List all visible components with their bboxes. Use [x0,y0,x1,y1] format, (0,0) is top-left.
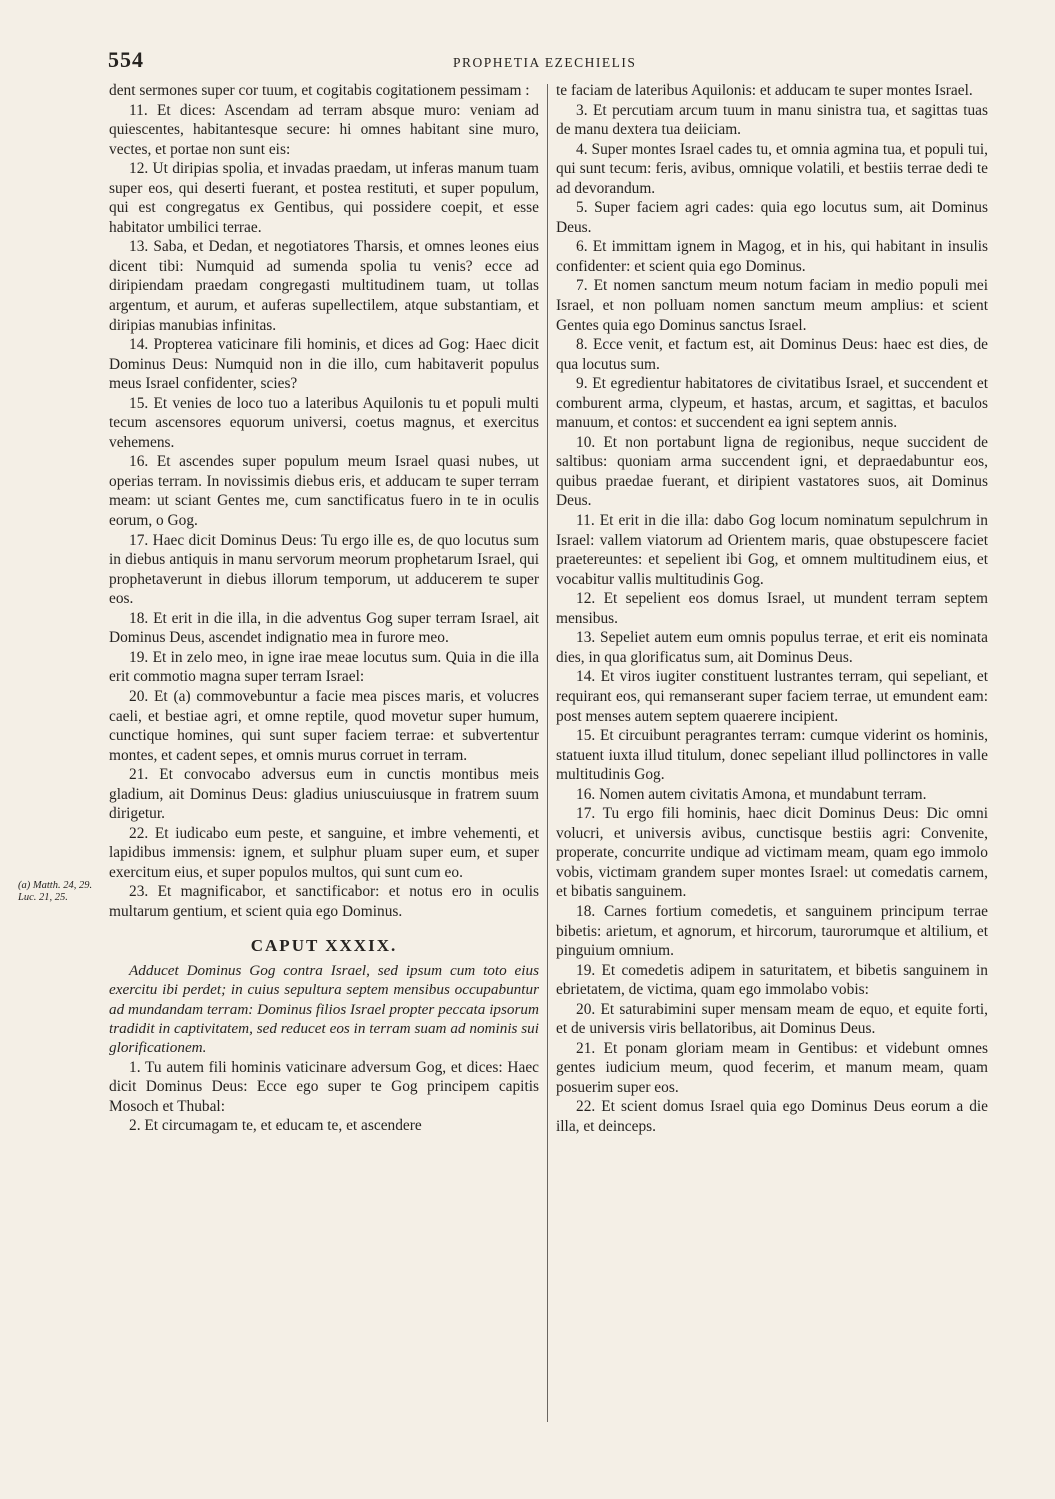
verse-paragraph: 22. Et iudicabo eum peste, et sanguine, et imbre vehementi, et lapidibus immensis: ignem, et sulphur pluam super eum, et super exercitum eius, et super populos multos, qui sunt cum eo. [109,824,539,881]
chapter-summary: Adducet Dominus Gog contra Israel, sed ipsum cum toto eius exercitu ibi perdet; in cuius sepultura septem mensibus occupabuntur ad mundandam terram: Dominus filios Israel propter peccata ipsorum tradidit in captivitatem, sed reducet eos in terram suam ad nominis sui glorificationem. [109,962,539,1057]
verse-paragraph: 11. Et erit in die illa: dabo Gog locum nominatum sepulchrum in Israel: vallem viatorum ad Orientem maris, quae obstupescere faciet praetereuntes: et sepelient ibi Gog, et omnem multitudinem eius, et vocabitur vallis multitudinis Gog. [556,512,988,588]
verse-paragraph: 16. Nomen autem civitatis Amona, et mundabunt terram. [576,785,927,803]
verse-paragraph: 17. Tu ergo fili hominis, haec dicit Dominus Deus: Dic omni volucri, et universis avibus, cunctisque bestiis agri: Convenite, properate, concurrite undique ad victimam meam, quam ego immolo vobis, victimam grandem super montes Israel: ut comedatis carnem, et bibatis sanguinem. [556,805,988,901]
verse-paragraph: 8. Ecce venit, et factum est, ait Dominus Deus: haec est dies, de qua locutus sum. [556,336,988,373]
verse-paragraph: 18. Carnes fortium comedetis, et sanguinem principum terrae bibetis: arietum, et agnorum, et hircorum, taurorumque et altilium, et pinguium omnium. [556,902,988,960]
verse-paragraph: 23. Et magnificabor, et sanctificabor: et notus ero in oculis multarum gentium, et scient quia ego Dominus. [109,883,539,920]
left-column [109,81,539,1136]
right-column [556,81,988,1137]
verse-paragraph: 3. Et percutiam arcum tuum in manu sinistra tua, et sagittas tuas de manu dextera tua deiiciam. [556,101,988,139]
verse-paragraph: 21. Et ponam gloriam meam in Gentibus: et videbunt omnes gentes iudicium meum, quod fecerim, et manum meam, quam posuerim super eos. [556,1039,988,1096]
verse-paragraph: 5. Super faciem agri cades: quia ego locutus sum, ait Dominus Deus. [556,199,988,236]
verse-paragraph: 21. Et convocabo adversus eum in cunctis montibus meis gladium, ait Dominus Deus: gladius uniuscuiusque in fratrem suum dirigetur. [109,766,539,823]
verse-paragraph: 15. Et venies de loco tuo a lateribus Aquilonis tu et populi multi tecum ascensores equorum universi, coetus magnus, et exercitus vehemens. [109,394,539,451]
verse-paragraph: 1. Tu autem fili hominis vaticinare adversum Gog, et dices: Haec dicit Dominus Deus: Ecce ego super te Gog principem capitis Mosoch et Thubal: [109,1058,539,1115]
verse-paragraph: 18. Et erit in die illa, in die adventus Gog super terram Israel, ait Dominus Deus, ascendet indignatio mea in furore meo. [109,609,539,647]
verse-paragraph: 14. Propterea vaticinare fili hominis, et dices ad Gog: Haec dicit Dominus Deus: Numquid non in die illo, cum habitaverit populus meus Israel confidenter, scies? [109,336,539,393]
verse-paragraph: 6. Et immittam ignem in Magog, et in his, qui habitant in insulis confidenter: et scient quia ego Dominus. [556,238,988,275]
column-divider [547,84,548,1422]
verse-paragraph: 7. Et nomen sanctum meum notum faciam in medio populi mei Israel, et non polluam nomen sanctum meum amplius: et scient Gentes quia ego Dominus sanctus Israel. [556,277,988,334]
verse-paragraph: 22. Et scient domus Israel quia ego Dominus Deus eorum a die illa, et deinceps. [556,1098,988,1135]
verse-paragraph: 4. Super montes Israel cades tu, et omnia agmina tua, et populi tui, qui sunt tecum: feris, avibus, omnique volatili, et bestiis terrae dedi te ad devorandum. [556,140,988,197]
verse-paragraph: te faciam de lateribus Aquilonis: et adducam te super montes Israel. [556,82,973,99]
verse-paragraph: 12. Et sepelient eos domus Israel, ut mundent terram septem mensibus. [556,590,988,627]
verse-paragraph: 12. Ut diripias spolia, et invadas praedam, ut inferas manum tuam super eos, qui deserti fuerant, et postea restituti, et super populum, qui est congregatus ex Gentibus, qui possidere coepit, et esse habitator umbilici terrae. [109,160,539,236]
running-title: PROPHETIA EZECHIELIS [453,55,637,70]
verse-paragraph: 16. Et ascendes super populum meum Israel quasi nubes, ut operias terram. In novissimis diebus eris, et adducam te super terram meam: ut sciant Gentes me, cum sanctificatus fuero in te in oculis eorum, o Gog. [109,453,539,530]
verse-paragraph: 17. Haec dicit Dominus Deus: Tu ergo ille es, de quo locutus sum in diebus antiquis in manu servorum meorum prophetarum Israel, qui prophetaverunt in diebus illorum temporum, ut adducerem te super eos. [109,531,539,608]
verse-paragraph: 19. Et comedetis adipem in saturitatem, et bibetis sanguinem in ebrietatem, de victima, quam ego immolabo vobis: [556,961,988,999]
verse-paragraph: 20. Et (a) commovebuntur a facie mea pisces maris, et volucres caeli, et bestiae agri, et omne reptile, quod movetur super humum, cunctique homines, qui sunt super faciem terrae: et subvertentur montes, et cadent sepes, et omnis murus corruet in terram. [109,687,539,764]
verse-paragraph: 9. Et egredientur habitatores de civitatibus Israel, et succendent et comburent arma, clypeum, et hastas, arcum, et sagittas, et baculos manuum, et contos: et succendent ea igni septem annis. [556,375,988,432]
verse-paragraph: 2. Et circumagam te, et educam te, et ascendere [129,1117,422,1135]
verse-paragraph: 14. Et viros iugiter constituent lustrantes terram, qui sepeliant, et requirant eos, qui remanserant super faciem terrae, ut emundent eam: post menses autem septem quaerere incipient. [556,668,988,725]
verse-paragraph: 20. Et saturabimini super mensam meam de equo, et equite forti, et de universis viris bellatoribus, ait Dominus Deus. [556,1000,988,1038]
page-header [108,47,993,77]
verse-paragraph: 13. Sepeliet autem eum omnis populus terrae, et erit eis nominata dies, in qua glorificatus sum, ait Dominus Deus. [556,629,988,666]
margin-note: (a) Matth. 24, 29. Luc. 21, 25. [18,880,93,903]
verse-paragraph: 15. Et circuibunt peragrantes terram: cumque viderint os hominis, statuent iuxta illud titulum, donec sepeliant illud pollinctores in valle multitudinis Gog. [556,727,988,784]
verse-paragraph: 13. Saba, et Dedan, et negotiatores Tharsis, et omnes leones eius dicent tibi: Numquid ad sumenda spolia tu venis? ecce ad diripiendam praedam congregasti multitudinem tuam, ut tollas argentum, et aurum, et auferas supellectilem, atque substantiam, et diripias manubias infinitas. [109,238,539,334]
verse-paragraph: 19. Et in zelo meo, in igne irae meae locutus sum. Quia in die illa erit commotio magna super terram Israel: [109,648,539,686]
chapter-heading: CAPUT XXXIX. [250,935,398,955]
verse-paragraph: 11. Et dices: Ascendam ad terram absque muro: veniam ad quiescentes, habitantesque secure: hi omnes habitant sine muro, vectes, et portae non sunt eis: [109,101,539,158]
verse-paragraph: dent sermones super cor tuum, et cogitabis cogitationem pessimam : [109,82,530,99]
verse-paragraph: 10. Et non portabunt ligna de regionibus, neque succident de saltibus: quoniam arma succendent igni, et depraedabuntur eos, quibus praedae fuerant, et diripient vastatores suos, ait Dominus Deus. [556,433,988,510]
page-number: 554 [108,47,144,72]
